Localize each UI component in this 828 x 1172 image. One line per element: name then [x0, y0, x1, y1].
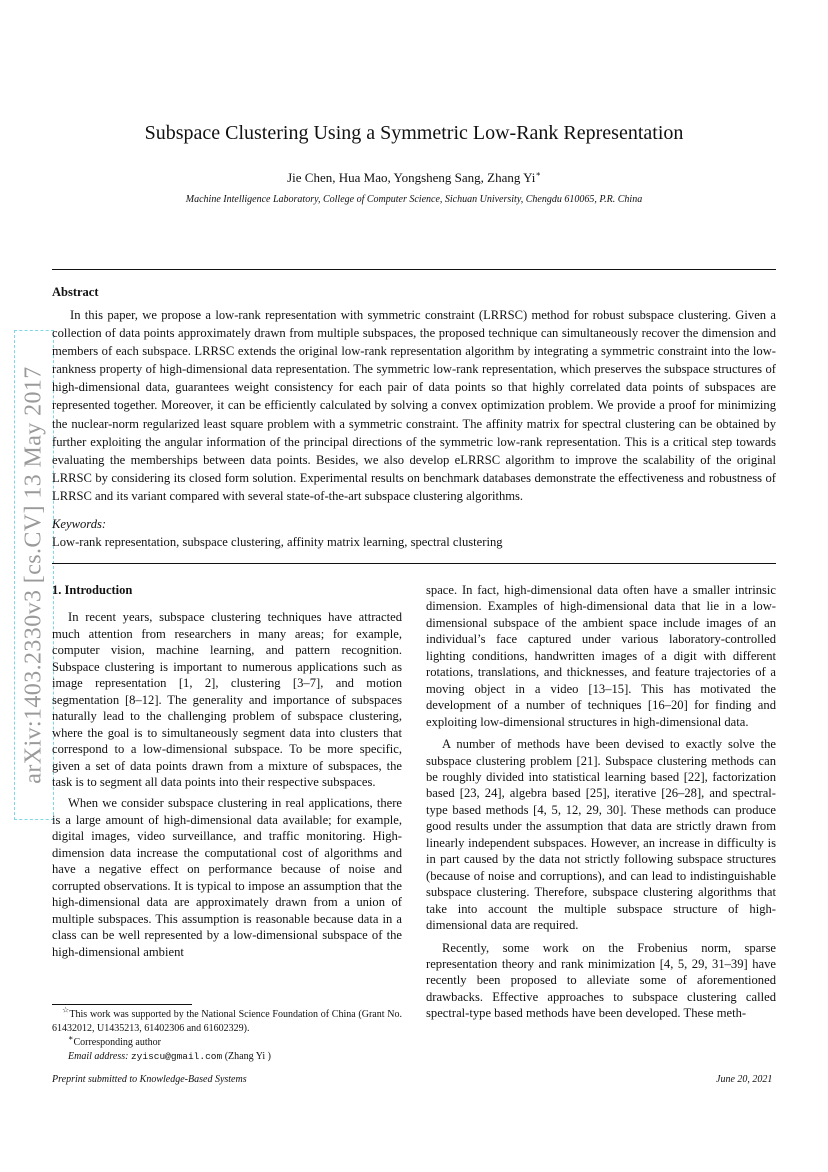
- keywords-text: Low-rank representation, subspace clustering, affinity matrix learning, spectral clustering: [52, 535, 503, 549]
- body-paragraph: A number of methods have been devised to exactly solve the subspace clustering problem [21]. Subspace clustering methods can be roughly divided into statistical learning based [22], factorization based [23, 24], algebra based [25], iterative [26–28], and spectral-type based methods [4, 5, 12, 29, 30]. These methods can produce good results under the assumption that data are strictly drawn from linearly independent subspaces. However, an increase in difficulty is in part caused by the data not strictly following subspace structures (because of noise and corruptions), and can lead to indistinguishable subspace clustering. Therefore, subspace clustering algorithms that take into account the multiple subspace structure of high-dimensional data are required.: [426, 737, 776, 933]
- section-heading: 1. Introduction: [52, 583, 133, 597]
- body-paragraph: space. In fact, high-dimensional data often have a smaller intrinsic dimension. Examples of high-dimensional data that lie in a low-dimensional subspace of the ambient space include images of an individual’s face captured under various laboratory-controlled lighting conditions, handwritten images of a digit with different rotations, translations, and thicknesses, and feature trajectories of a moving object in a video [13–15]. This has motivated the development of a number of techniques [16–20] for finding and exploiting low-dimensional structures in high-dimensional data.: [426, 583, 776, 729]
- footnotes: [52, 1005, 402, 1064]
- corresponding-text: Corresponding author: [73, 1037, 161, 1048]
- funding-text: This work was supported by the National Science Foundation of China (Grant No. 61432012, U1435213, 61402306 and 61602329).: [52, 1009, 402, 1034]
- body-paragraph: In recent years, subspace clustering techniques have attracted much attention from researchers in many areas; for example, computer vision, machine learning, and pattern recognition. Subspace clustering is important to numerous applications such as image representation [1, 2], clustering [3–7], and motion segmentation [8–12]. The generality and importance of subspaces naturally lead to the challenging problem of subspace clustering, where the goal is to simultaneously segment data into clusters that correspond to a low-dimensional subspace. To be more specific, given a set of data points drawn from a mixture of subspaces, the task is to segment all data points into their respective subspaces.: [52, 610, 402, 789]
- body-paragraph: When we consider subspace clustering in real applications, there is a large amount of high-dimensional data available; for example, digital images, video surveillance, and traffic monitoring. High-dimension data increase the computational cost of algorithms and have a negative effect on performance because of noise and corrupted observations. It is typical to impose an assumption that the high-dimensional data are approximately drawn from a union of multiple subspaces. This assumption is reasonable because data in a class can be well represented by a low-dimensional subspace of the high-dimensional ambient: [52, 796, 402, 959]
- paper-title: Subspace Clustering Using a Symmetric Low-Rank Representation: [144, 122, 684, 144]
- abstract-bottom-rule: [52, 563, 776, 564]
- affiliation: Machine Intelligence Laboratory, College of Computer Science, Sichuan University, Chengdu 610065, P.R. China: [185, 194, 643, 205]
- keywords-label: Keywords:: [52, 517, 107, 531]
- body-paragraph: Recently, some work on the Frobenius norm, sparse representation theory and rank minimization [4, 5, 29, 31–39] have recently been proposed to alleviate some of aforementioned drawbacks. Effective approaches to subspace clustering called spectral-type based methods have been developed. These meth-: [426, 940, 776, 1021]
- email-footnote: [52, 1050, 402, 1064]
- corresponding-mark: ∗: [68, 1033, 74, 1043]
- author-line: [0, 170, 828, 186]
- footer-date: June 20, 2021: [716, 1074, 773, 1085]
- preprint-note: Preprint submitted to Knowledge-Based Systems: [52, 1074, 247, 1085]
- abstract-top-rule: [52, 269, 776, 270]
- right-column: [426, 582, 776, 1028]
- funding-mark: ☆: [62, 1005, 70, 1015]
- email-label: Email address:: [68, 1051, 129, 1062]
- abstract-text: In this paper, we propose a low-rank representation with symmetric constraint (LRRSC) method for robust subspace clustering. Given a collection of data points approximately drawn from multiple subspaces, the proposed technique can simultaneously recover the dimension and members of each subspace. LRRSC extends the original low-rank representation algorithm by integrating a symmetric constraint into the low-rankness property of high-dimensional data representation. The symmetric low-rank representation, which preserves the subspace structures of high-dimensional data, guarantees weight consistency for each pair of data points so that highly correlated data points of subspaces are represented together. Moreover, it can be efficiently calculated by solving a convex optimization problem. We provide a proof for minimizing the nuclear-norm regularized least square problem with a symmetric constraint. The affinity matrix for spectral clustering can be obtained by further exploiting the angular information of the principal directions of the symmetric low-rank representation. This is a critical step towards evaluating the memberships between data points. Besides, we also develop eLRRSC algorithm to improve the scalability of the original LRRSC by considering its closed form solution. Experimental results on benchmark databases demonstrate the effectiveness and robustness of LRRSC and its variant compared with several state-of-the-art subspace clustering algorithms.: [52, 308, 776, 503]
- email-name: (Zhang Yi ): [224, 1051, 271, 1062]
- left-column: [52, 582, 402, 965]
- footnote-rule: [52, 1004, 192, 1005]
- corresponding-footnote: [52, 1033, 402, 1050]
- arxiv-identifier[interactable]: arXiv:1403.2330v3 [cs.CV] 13 May 2017: [20, 366, 47, 784]
- abstract-heading: Abstract: [52, 285, 99, 299]
- author-names: Jie Chen, Hua Mao, Yongsheng Sang, Zhang Yi: [287, 170, 536, 185]
- email-link[interactable]: zyiscu@gmail.com: [130, 1051, 223, 1062]
- funding-footnote: [52, 1005, 402, 1036]
- corresponding-author-mark: ∗: [535, 169, 541, 179]
